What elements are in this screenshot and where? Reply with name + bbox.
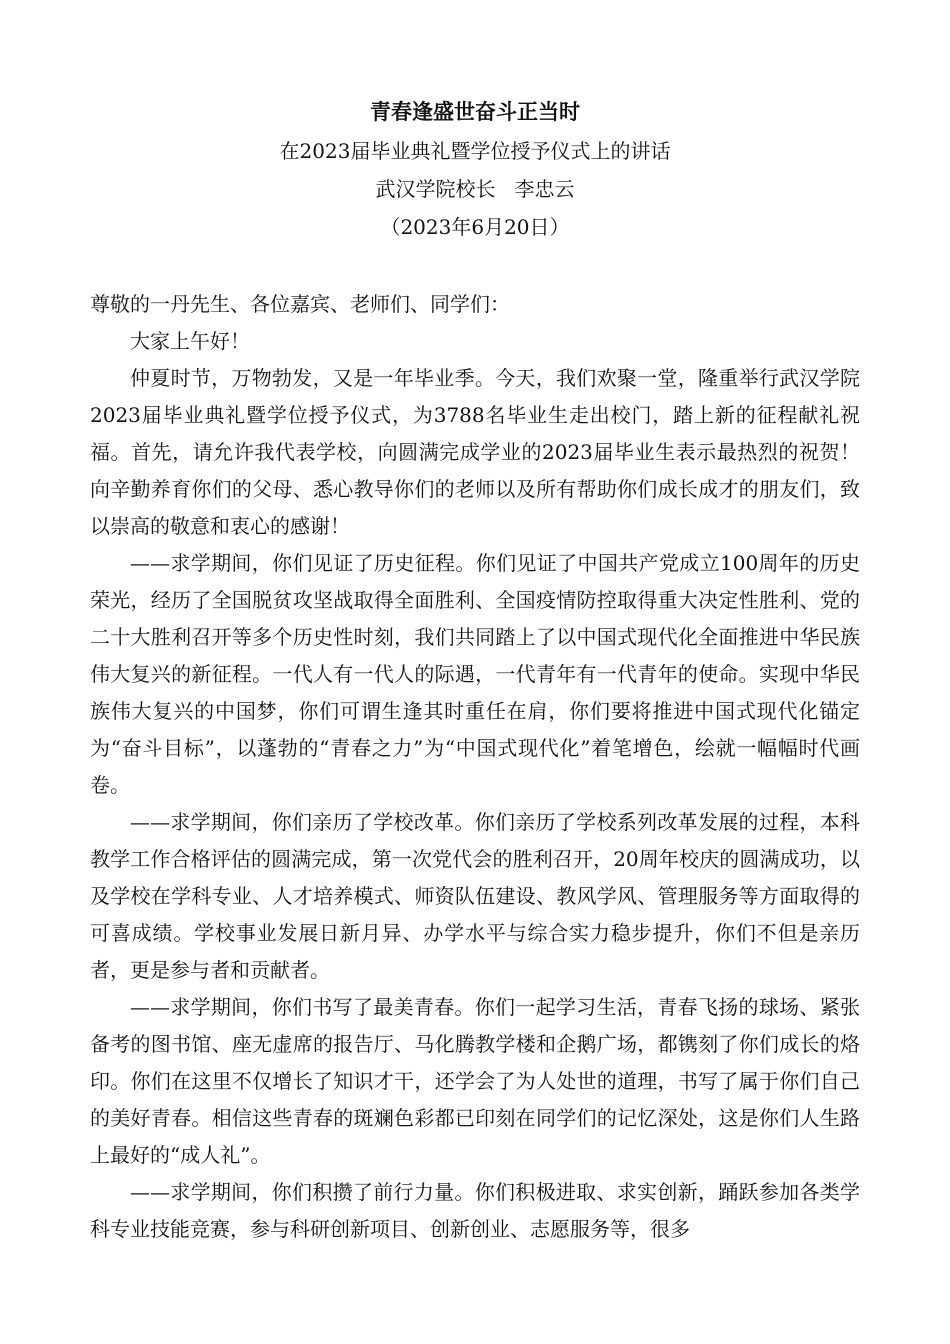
paragraph-history: ——求学期间，你们见证了历史征程。你们见证了中国共产党成立100周年的历史荣光，经历了全国脱贫攻坚战取得全面胜利、全国疫情防控取得重大决定性胜利、党的二十大胜利召开等多个历史性时刻，我们共同踏上了以中国式现代化全面推进中华民族伟大复兴的新征程。一代人有一代人的际遇，一代青年有一代青年的使命。实现中华民族伟大复兴的中国梦，你们可谓生逢其时重任在肩，你们要将推进中国式现代化锚定为“奋斗目标”，以蓬勃的“青春之力”为“中国式现代化”着笔增色，绘就一幅幅时代画卷。 (90, 551, 860, 797)
speech-author: 武汉学院校长 李忠云 (375, 177, 575, 201)
paragraph-youth: ——求学期间，你们书写了最美青春。你们一起学习生活，青春飞扬的球场、紧张备考的图书馆、座无虚席的报告厅、马化腾教学楼和企鹅广场，都镌刻了你们成长的烙印。你们在这里不仅增长了知识才干，还学会了为人处世的道理，书写了属于你们自己的美好青春。相信这些青春的斑斓色彩都已印刻在同学们的记忆深处，这是你们人生路上最好的“成人礼”。 (90, 995, 860, 1167)
speech-subtitle: 在2023届毕业典礼暨学位授予仪式上的讲话 (279, 139, 671, 163)
speech-date: （2023年6月20日） (380, 215, 570, 239)
salutation: 尊敬的一丹先生、各位嘉宾、老师们、同学们： (90, 292, 510, 316)
paragraph-reform: ——求学期间，你们亲历了学校改革。你们亲历了学校系列改革发展的过程，本科教学工作合格评估的圆满完成，第一次党代会的胜利召开，20周年校庆的圆满成功，以及学校在学科专业、人才培养模式、师资队伍建设、教风学风、管理服务等方面取得的可喜成绩。学校事业发展日新月异、办学水平与综合实力稳步提升，你们不但是亲历者，更是参与者和贡献者。 (90, 810, 860, 982)
speech-title: 青春逢盛世奋斗正当时 (370, 99, 580, 124)
paragraph-strength: ——求学期间，你们积攒了前行力量。你们积极进取、求实创新，踊跃参加各类学科专业技能竞赛，参与科研创新项目、创新创业、志愿服务等，很多 (90, 1180, 860, 1241)
paragraph-opening: 仲夏时节，万物勃发，又是一年毕业季。今天，我们欢聚一堂，隆重举行武汉学院2023届毕业典礼暨学位授予仪式，为3788名毕业生走出校门，踏上新的征程献礼祝福。首先，请允许我代表学校，向圆满完成学业的2023届毕业生表示最热烈的祝贺！向辛勤养育你们的父母、悉心教导你们的老师以及所有帮助你们成长成才的朋友们，致以崇高的敬意和衷心的感谢！ (90, 366, 860, 538)
document-page (90, 92, 860, 1248)
paragraph-greeting: 大家上午好！ (130, 329, 250, 353)
